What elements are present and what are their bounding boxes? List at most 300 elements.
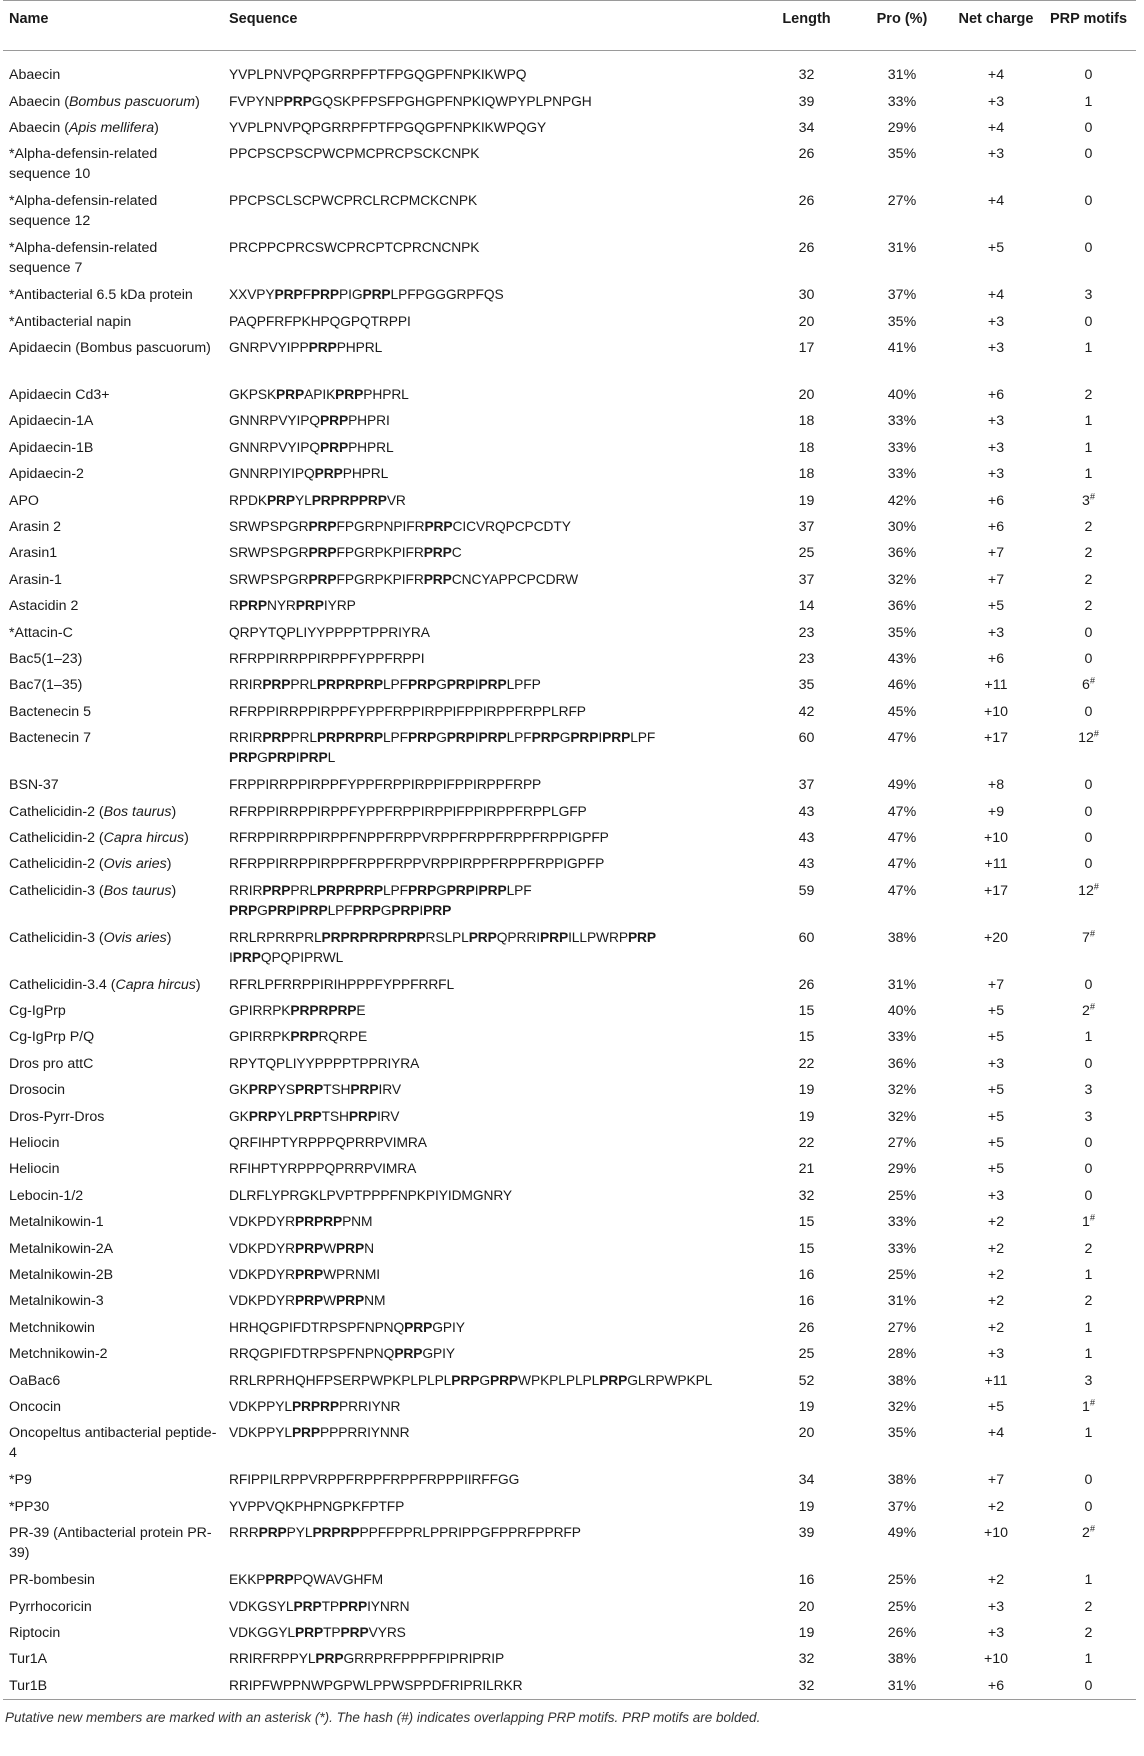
species-name: Bos taurus [103,882,172,899]
cell-sequence [223,824,760,850]
cell-prp-motifs [1041,1367,1136,1393]
cell-pro: 38% [887,1651,917,1668]
name-text: Tur1A [9,1651,48,1668]
motif-count: 3 [1084,1082,1093,1099]
cell-pro: 27% [887,193,917,210]
table-row [3,1208,1136,1234]
cell-name [3,1076,223,1102]
cell-length: 19 [798,1082,815,1099]
cell-net-charge: +3 [987,624,1005,641]
cell-length: 52 [798,1372,815,1389]
cell-pro: 30% [887,519,917,536]
sequence-segment: RRIR [229,677,263,693]
name-text: Abaecin ( [9,119,69,136]
cell-pro: 35% [887,624,917,641]
prp-motif: PRP [336,1293,365,1309]
cell-prp-motifs [1041,997,1136,1023]
cell-length: 19 [798,492,815,509]
table-row [3,114,1136,140]
cell-length: 23 [798,624,815,641]
sequence-segment: LPF [506,730,532,746]
cell-sequence [223,1340,760,1366]
prp-motif: PRP [283,93,312,109]
cell-length: 59 [798,882,815,899]
sequence-segment: WPRNMI [323,1267,380,1282]
table-row [3,771,1136,797]
table-row [3,1419,1136,1466]
table-row [3,698,1136,724]
cell-sequence [223,539,760,565]
name-text: Bactenecin 7 [9,730,92,747]
cell-pro: 33% [887,1214,917,1231]
cell-name [3,1050,223,1076]
cell-name [3,308,223,334]
prp-motif: PRP [290,1029,319,1045]
cell-prp-motifs [1041,1419,1136,1466]
cell-sequence [223,1076,760,1102]
cell-pro: 29% [887,119,917,136]
cell-sequence [223,698,760,724]
cell-name [3,88,223,114]
cell-pro: 49% [887,1525,917,1542]
cell-prp-motifs [1041,187,1136,234]
prp-motif: PRP [267,750,296,766]
name-text: APO [9,492,39,509]
cell-name [3,1593,223,1619]
name-text: Metalnikowin-2A [9,1240,114,1257]
cell-pro: 47% [887,803,917,820]
sequence-segment: SRWPSPGR [229,571,309,587]
cell-net-charge: +11 [984,856,1008,873]
motif-count: 3 [1082,492,1090,509]
table-body [3,51,1136,1700]
motif-count: 2 [1084,571,1093,588]
sequence-segment: RRIPFWPPNWPGPWLPPWSPPDFRIPRILRKR [229,1677,523,1693]
cell-net-charge: +2 [987,1293,1005,1310]
sequence-segment: N [364,1240,374,1256]
sequence-segment: TSH [323,1082,351,1098]
sequence-segment: YVPLPNVPQPGRRPFPTFPGQGPFNPKIKWPQ [229,67,527,82]
sequence-segment: RQRPE [318,1029,368,1045]
sequence-segment: G [479,1372,490,1388]
cell-sequence [223,1566,760,1592]
name-text: Cathelicidin-3 ( [9,882,104,899]
motif-count: 2 [1084,1624,1093,1641]
cell-net-charge: +20 [983,929,1009,946]
motif-count: 0 [1084,1135,1093,1152]
cell-net-charge: +3 [987,1624,1005,1641]
cell-pro: 25% [887,1267,917,1283]
cell-pro: 31% [887,67,917,83]
prp-motif: PRP [339,1598,368,1614]
cell-prp-motifs [1041,1287,1136,1313]
species-name: Ovis aries [103,856,167,873]
cell-prp-motifs [1041,619,1136,645]
header-pro: Pro (%) [853,1,951,51]
cell-net-charge: +3 [987,413,1005,430]
cell-length: 25 [798,545,815,562]
cell-name [3,1566,223,1592]
prp-motif: PRP [320,413,349,429]
cell-prp-motifs [1041,724,1136,771]
cell-length: 15 [798,1214,815,1231]
cell-pro: 38% [887,1472,917,1489]
prp-motif: PRP [291,1425,321,1441]
cell-length: 22 [798,1135,815,1152]
cell-name [3,1314,223,1340]
cell-pro: 28% [887,1346,917,1363]
cell-net-charge: +17 [983,882,1009,899]
cell-prp-motifs [1041,1261,1136,1287]
sequence-segment: APIK [304,387,336,403]
prp-motif: PRPRPRP [316,677,383,693]
cell-sequence [223,1645,760,1671]
cell-pro: 33% [887,439,917,456]
cell-pro: 31% [887,976,917,993]
cell-prp-motifs [1041,771,1136,797]
name-text: *Alpha-defensin-related sequence 7 [9,240,158,277]
cell-net-charge: +4 [987,1425,1005,1442]
prp-motif: PRP [295,1624,324,1640]
sequence-segment: R [229,598,239,614]
name-text: Apidaecin-2 [9,466,84,483]
cell-net-charge: +5 [987,1398,1005,1415]
cell-pro: 38% [887,1372,917,1389]
overlap-marker: # [1093,880,1099,891]
peptide-table [3,0,1136,1700]
sequence-segment: F [302,287,311,303]
header-length: Length [760,1,853,51]
name-text: Bac7(1–35) [9,677,83,694]
overlap-marker: # [1089,490,1095,501]
cell-net-charge: +3 [987,466,1005,483]
overlap-marker: # [1089,675,1095,686]
motif-count: 2 [1084,545,1093,562]
sequence-segment: PRL [290,677,317,693]
cell-net-charge: +6 [987,519,1005,536]
header-net-charge: Net charge [951,1,1041,51]
prp-motif: PRP [446,677,475,693]
species-name: Capra hircus [103,829,185,846]
table-row [3,724,1136,771]
table-row [3,971,1136,997]
name-text: Pyrrhocoricin [9,1598,92,1615]
cell-net-charge: +3 [987,340,1005,357]
cell-net-charge: +5 [987,1108,1005,1125]
cell-sequence [223,1261,760,1287]
prp-motif: PRP [348,1108,377,1124]
cell-length: 26 [798,193,815,210]
cell-length: 26 [798,240,815,257]
sequence-segment: GPIY [432,1319,465,1335]
cell-name [3,645,223,671]
species-name: Bombus pascuorum [68,93,196,110]
sequence-segment: G [436,677,447,693]
cell-name [3,513,223,539]
cell-length: 16 [798,1572,815,1589]
sequence-segment: FPGRPKPIFR [336,571,424,587]
prp-motif: PRP [394,1346,423,1362]
cell-name [3,724,223,771]
sequence-segment: VDKPDYR [229,1293,296,1309]
prp-motif: PRP [407,882,437,898]
cell-sequence [223,1493,760,1519]
cell-name [3,1367,223,1393]
sequence-segment: GQSKPFPSFPGHGPFNPKIQWPYPLPNPGH [311,93,592,109]
prp-motif: PRP [295,1267,324,1282]
sequence-segment: PNM [342,1214,373,1230]
cell-length: 19 [798,1108,815,1125]
cell-name [3,114,223,140]
cell-prp-motifs [1041,1619,1136,1645]
cell-net-charge: +7 [987,1472,1005,1489]
prp-motif: PRP [293,1598,322,1614]
name-text: Riptocin [9,1624,61,1641]
sequence-segment: RRQGPIFDTRPSPFNPNQ [229,1346,395,1362]
cell-prp-motifs [1041,308,1136,334]
cell-name [3,1155,223,1181]
cell-prp-motifs [1041,381,1136,407]
sequence-segment: GK [229,1082,249,1098]
cell-name [3,619,223,645]
sequence-segment: I [295,902,300,918]
motif-count: 0 [1084,313,1093,330]
cell-net-charge: +5 [987,1135,1005,1152]
motif-count: 1 [1084,1029,1093,1046]
cell-prp-motifs [1041,434,1136,460]
table-row [3,1314,1136,1340]
sequence-segment: VR [386,492,406,508]
prp-motif: PRP [274,287,303,303]
sequence-segment: G [380,902,392,918]
prp-motif: PRP [310,287,339,303]
cell-net-charge: +5 [987,1029,1005,1046]
cell-sequence [223,1023,760,1049]
sequence-segment: SRWPSPGR [229,519,309,535]
sequence-segment: PQWAVGHFM [293,1572,384,1588]
prp-motif: PRP [229,902,258,918]
cell-net-charge: +11 [984,677,1008,694]
sequence-segment: LPFP [506,677,541,693]
prp-motif: PRPRP [291,1398,339,1414]
cell-net-charge: +4 [987,193,1005,210]
sequence-segment: YL [295,492,312,508]
cell-name [3,281,223,307]
cell-prp-motifs [1041,334,1136,381]
cell-name [3,997,223,1023]
cell-sequence [223,1466,760,1492]
cell-sequence [223,1235,760,1261]
cell-pro: 27% [887,1135,917,1152]
cell-sequence [223,1393,760,1419]
sequence-segment: PRL [290,882,317,898]
name-text: Arasin1 [9,545,58,562]
cell-prp-motifs [1041,798,1136,824]
cell-net-charge: +3 [987,1187,1005,1204]
cell-sequence [223,1155,760,1181]
cell-net-charge: +2 [987,1319,1005,1336]
name-text: Metchnikowin-2 [9,1346,108,1363]
name-text: Cg-IgPrp P/Q [9,1029,95,1046]
cell-name [3,1493,223,1519]
sequence-segment: QRFIHPTYRPPPQPRRPVIMRA [229,1135,427,1151]
cell-sequence [223,88,760,114]
prp-motif: PRP [299,750,328,766]
cell-sequence [223,619,760,645]
table-row [3,381,1136,407]
cell-length: 32 [798,1187,815,1204]
sequence-segment: IRV [378,1082,401,1098]
sequence-segment: CICVRQPCPCDTY [452,519,571,535]
cell-net-charge: +5 [987,1161,1005,1178]
cell-prp-motifs [1041,513,1136,539]
name-text: ) [195,93,200,110]
prp-motif: PRP [446,730,475,746]
cell-pro: 47% [887,829,917,846]
cell-name [3,671,223,697]
prp-motif: PRP [315,1651,344,1667]
cell-name [3,140,223,187]
cell-length: 17 [798,340,815,357]
cell-pro: 33% [887,1240,917,1257]
prp-motif: PRPRPRP [316,882,383,898]
cell-sequence [223,850,760,876]
cell-length: 16 [798,1267,815,1283]
motif-count: 1 [1084,466,1093,483]
cell-length: 34 [798,119,815,136]
sequence-segment: NYR [266,598,296,614]
cell-pro: 42% [887,492,917,509]
sequence-segment: VDKPDYR [229,1214,296,1230]
motif-count: 0 [1084,777,1093,794]
cell-net-charge: +7 [987,545,1005,562]
cell-length: 18 [798,413,815,430]
cell-pro: 26% [887,1624,917,1641]
cell-prp-motifs [1041,51,1136,88]
table-row [3,1619,1136,1645]
cell-pro: 33% [887,93,917,110]
cell-length: 20 [798,387,815,404]
cell-prp-motifs [1041,824,1136,850]
motif-count: 3 [1084,1372,1093,1389]
prp-motif: PRP [531,730,560,746]
sequence-segment: IYNRN [367,1598,410,1614]
cell-net-charge: +2 [987,1498,1005,1515]
cell-name [3,460,223,486]
prp-motif: PRP [336,1240,365,1256]
cell-length: 26 [798,976,815,993]
overlap-marker: # [1089,1001,1095,1012]
table-row [3,1050,1136,1076]
cell-net-charge: +10 [983,703,1009,720]
cell-pro: 32% [887,1082,917,1099]
prp-motif: PRP [352,902,381,918]
cell-sequence [223,487,760,513]
cell-prp-motifs [1041,1155,1136,1181]
table-row [3,1493,1136,1519]
cell-pro: 35% [887,1425,917,1442]
cell-prp-motifs [1041,1050,1136,1076]
sequence-segment: VDKPPYL [229,1425,292,1441]
sequence-segment: RRR [229,1525,259,1541]
sequence-segment: SRWPSPGR [229,545,309,561]
sequence-segment: PHPRL [348,439,394,455]
name-text: Heliocin [9,1135,60,1152]
cell-sequence [223,187,760,234]
sequence-segment: VDKPDYR [229,1267,296,1282]
cell-sequence [223,1367,760,1393]
cell-sequence [223,1182,760,1208]
motif-count: 0 [1084,976,1093,993]
sequence-segment: ILLPWRP [568,929,628,945]
sequence-segment: YS [276,1082,296,1098]
cell-sequence [223,381,760,407]
cell-net-charge: +2 [987,1214,1005,1231]
sequence-segment: WPKPLPLPL [518,1372,600,1388]
cell-name [3,850,223,876]
name-text: Abaecin [9,67,61,83]
prp-motif: PRP [258,1525,287,1541]
sequence-segment: GLRPWPKPL [627,1372,713,1388]
cell-name [3,971,223,997]
sequence-segment: I [295,750,300,766]
table-row [3,1129,1136,1155]
cell-sequence [223,234,760,281]
cell-sequence [223,971,760,997]
table-row [3,539,1136,565]
motif-count: 12 [1078,882,1094,899]
prp-motif: PRP [539,929,569,945]
name-text: *Alpha-defensin-related sequence 12 [9,193,158,230]
cell-pro: 49% [887,777,917,794]
name-text: *Antibacterial napin [9,313,132,330]
name-text: ) [184,829,189,846]
prp-motif: PRP [295,1293,324,1309]
cell-sequence [223,1419,760,1466]
sequence-segment: VDKPDYR [229,1240,296,1256]
cell-name [3,1393,223,1419]
cell-net-charge: +3 [987,439,1005,456]
prp-motif: PRP [446,882,475,898]
cell-name [3,698,223,724]
name-text: Apidaecin Cd3+ [9,387,110,404]
name-text: BSN-37 [9,777,59,794]
name-text: ) [171,803,177,820]
sequence-segment: YL [276,1108,294,1124]
motif-count: 1 [1084,1346,1093,1363]
name-text: *P9 [9,1472,32,1489]
cell-sequence [223,308,760,334]
cell-pro: 33% [887,413,917,430]
cell-length: 43 [798,829,815,846]
prp-motif: PRP [599,1372,628,1388]
name-text: *Antibacterial 6.5 kDa protein [9,287,193,304]
motif-count: 0 [1084,1677,1093,1694]
table-row [3,1023,1136,1049]
sequence-segment: G [436,882,447,898]
sequence-segment: TSH [321,1108,349,1124]
cell-length: 22 [798,1055,815,1072]
sequence-segment: LPF [506,882,532,898]
cell-name [3,798,223,824]
motif-count: 1 [1084,439,1093,456]
cell-pro: 36% [887,1055,917,1072]
cell-name [3,539,223,565]
motif-count: 0 [1084,1187,1093,1204]
cell-net-charge: +2 [987,1240,1005,1257]
table-row [3,487,1136,513]
sequence-segment: GNNRPVYIPQ [229,413,320,429]
